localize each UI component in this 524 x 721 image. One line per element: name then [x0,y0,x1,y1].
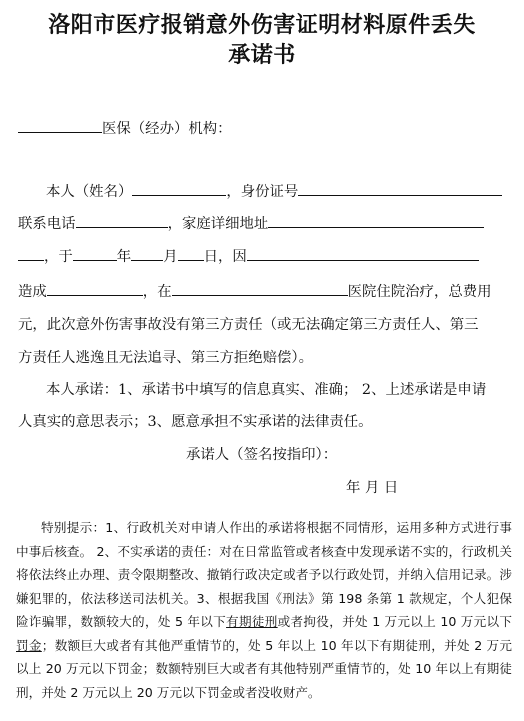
name-label: 本人（姓名） [46,184,133,200]
phone-address-line [18,212,484,233]
promise-line1: 本人承诺：1、承诺书中填写的信息真实、准确； 2、上述承诺是申请 [46,382,487,398]
signature-label: 承诺人（签名按指印）： [186,447,338,463]
id-number-blank[interactable] [298,180,502,196]
cause-blank[interactable] [247,245,479,261]
address-cont-blank[interactable] [18,245,44,261]
year-blank[interactable] [73,245,117,261]
name-id-line [46,180,502,201]
statement-line1: 元，此次意外伤害事故没有第三方责任（或无法确定第三方责任人、第三 [18,317,479,333]
day-blank[interactable] [178,245,204,261]
phone-label: 联系电话 [18,216,76,232]
addressee-suffix: 医保（经办）机构： [102,121,232,137]
injury-blank[interactable] [47,280,143,296]
promise-line2: 人真实的意思表示；3、愿意承担不实承诺的法律责任。 [18,414,373,430]
month-label: 月 [163,249,178,265]
notice-text-1: 特别提示：1、行政机关对申请人作出的承诺将根据不同情形，运用多种方式进行事中事后核查。 2、不实承诺的责任：对在日常监管或者核查中发现承诺不实的，行政机关将依法终止办理、责令限期整改、撤销行政决定或者予以行政处罚，并纳入信用记录。涉嫌犯罪的，依法移送司法机关。3、根据我国《刑法》第 198 条第 1 款规定，个人犯保险诈骗罪，数额较大的，处 5 年以下 [16,520,512,629]
day-cause-label: 日，因 [203,249,247,265]
year-label: 年 [116,249,132,265]
date-on-label: ，于 [44,249,73,265]
notice-text-2: 或者拘役，并处 1 万元以上 10 万元以下 [277,614,512,629]
hospital-suffix: 医院住院治疗，总费用 [347,284,492,300]
page-title-line1: 洛阳市医疗报销意外伤害证明材料原件丢失 [48,12,476,38]
hospital-blank[interactable] [172,280,348,296]
institution-blank[interactable] [18,117,102,133]
address-label: ，家庭详细地址 [167,216,269,232]
address-blank[interactable] [268,212,484,228]
date-cause-line [18,245,479,266]
notice-paragraph [16,516,512,704]
addressee-line [18,117,232,138]
hospital-line [18,280,492,301]
signature-date: 年 月 日 [346,480,399,496]
at-label: ，在 [142,284,172,300]
notice-underlined-2: 罚金 [16,637,42,653]
id-label: ，身份证号 [226,184,299,200]
page-title-line2: 承诺书 [228,42,296,68]
name-blank[interactable] [132,180,226,196]
notice-text-3: ；数额巨大或者有其他严重情节的，处 5 年以上 10 年以下有期徒刑，并处 2 万元以上 20 万元以下罚金；数额特别巨大或者有其他特别严重情节的，处 10 年以上有期徒刑，并处 2 万元以上 20 万元以下罚金或者没收财产。 [16,637,512,700]
phone-blank[interactable] [76,212,168,228]
notice-underlined-1: 有期徒刑 [226,614,278,629]
special-notice [16,516,512,704]
statement-line2: 方责任人逃逸且无法追寻、第三方拒绝赔偿）。 [18,350,314,366]
cause-label: 造成 [18,284,47,300]
month-blank[interactable] [131,245,163,261]
